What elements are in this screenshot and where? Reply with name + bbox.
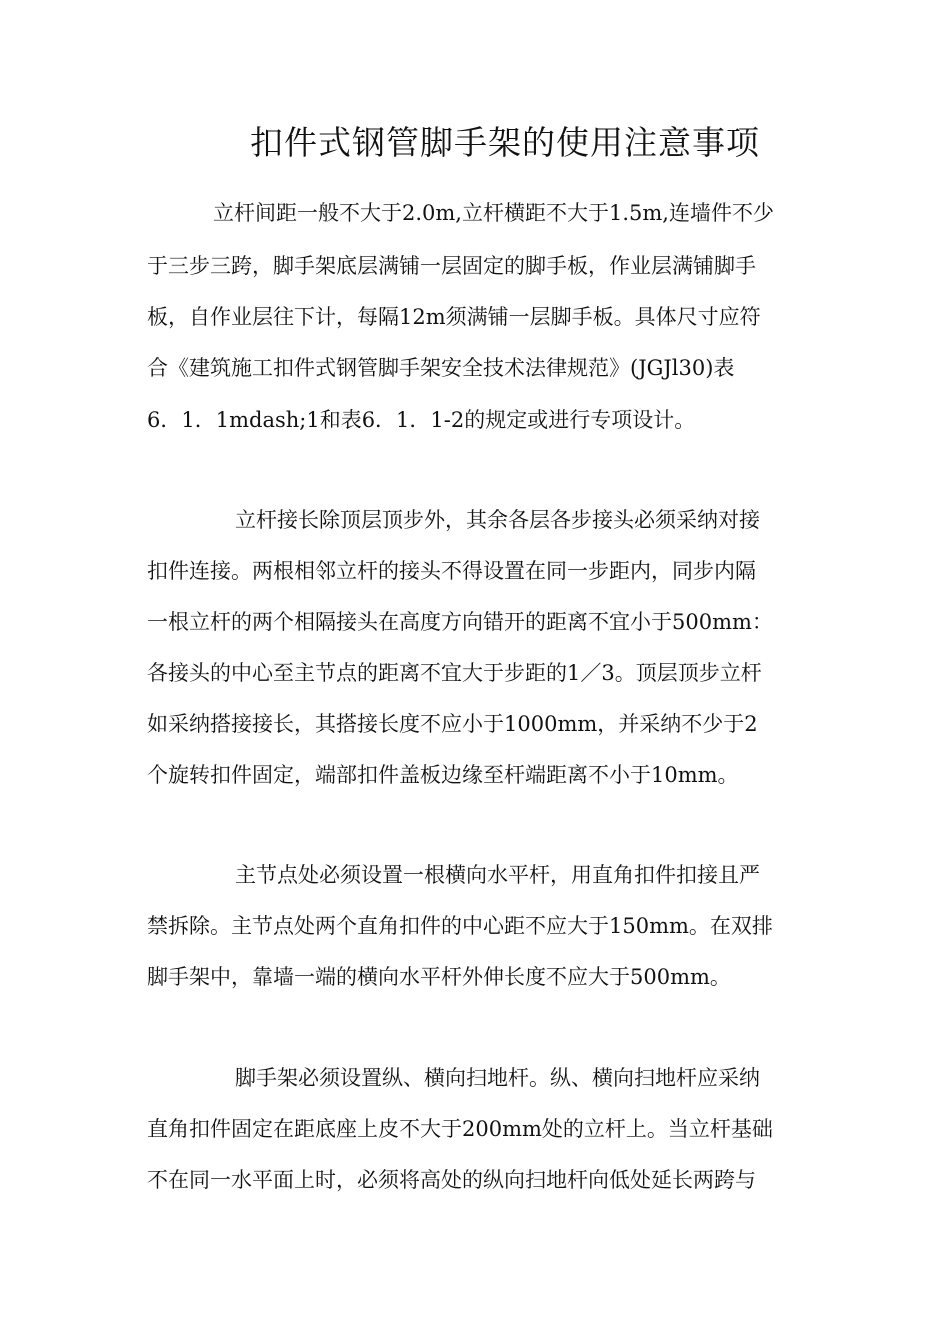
paragraph-1-line-5: 6．1．1mdash;1和表6．1．1-2的规定或进行专项设计。 (147, 408, 696, 432)
paragraph-1-line-1: 立杆间距一般不大于2.0m,立杆横距不大于1.5m,连墙件不少 (213, 201, 774, 225)
paragraph-3-line-3: 脚手架中，靠墙一端的横向水平杆外伸长度不应大于500mm。 (147, 965, 731, 989)
paragraph-3-line-2: 禁拆除。主节点处两个直角扣件的中心距不应大于150mm。在双排 (147, 914, 773, 938)
paragraph-4-line-3: 不在同一水平面上时，必须将高处的纵向扫地杆向低处延长两跨与 (147, 1168, 756, 1192)
paragraph-1-line-2: 于三步三跨，脚手架底层满铺一层固定的脚手板，作业层满铺脚手 (147, 254, 756, 278)
paragraph-2-line-1: 立杆接长除顶层顶步外，其余各层各步接头必须采纳对接 (235, 508, 760, 532)
paragraph-2-line-3: 一根立杆的两个相隔接头在高度方向错开的距离不宜小于500mm： (147, 610, 773, 634)
paragraph-4-line-1: 脚手架必须设置纵、横向扫地杆。纵、横向扫地杆应采纳 (235, 1066, 760, 1090)
paragraph-4-line-2: 直角扣件固定在距底座上皮不大于200mm处的立杆上。当立杆基础 (147, 1117, 773, 1141)
paragraph-2-line-4: 各接头的中心至主节点的距离不宜大于步距的1／3。顶层顶步立杆 (147, 661, 762, 685)
document-title: 扣件式钢管脚手架的使用注意事项 (250, 123, 760, 162)
paragraph-2-line-6: 个旋转扣件固定，端部扣件盖板边缘至杆端距离不小于10mm。 (147, 763, 739, 787)
paragraph-3-line-1: 主节点处必须设置一根横向水平杆，用直角扣件扣接且严 (235, 863, 760, 887)
paragraph-1-line-3: 板，自作业层往下计，每隔12m须满铺一层脚手板。具体尺寸应符 (147, 305, 761, 329)
paragraph-2-line-5: 如采纳搭接接长，其搭接长度不应小于1000mm，并采纳不少于2 (147, 712, 758, 736)
paragraph-1-line-4: 合《建筑施工扣件式钢管脚手架安全技术法律规范》(JGJl30)表 (147, 356, 735, 380)
paragraph-2-line-2: 扣件连接。两根相邻立杆的接头不得设置在同一步距内，同步内隔 (147, 559, 756, 583)
